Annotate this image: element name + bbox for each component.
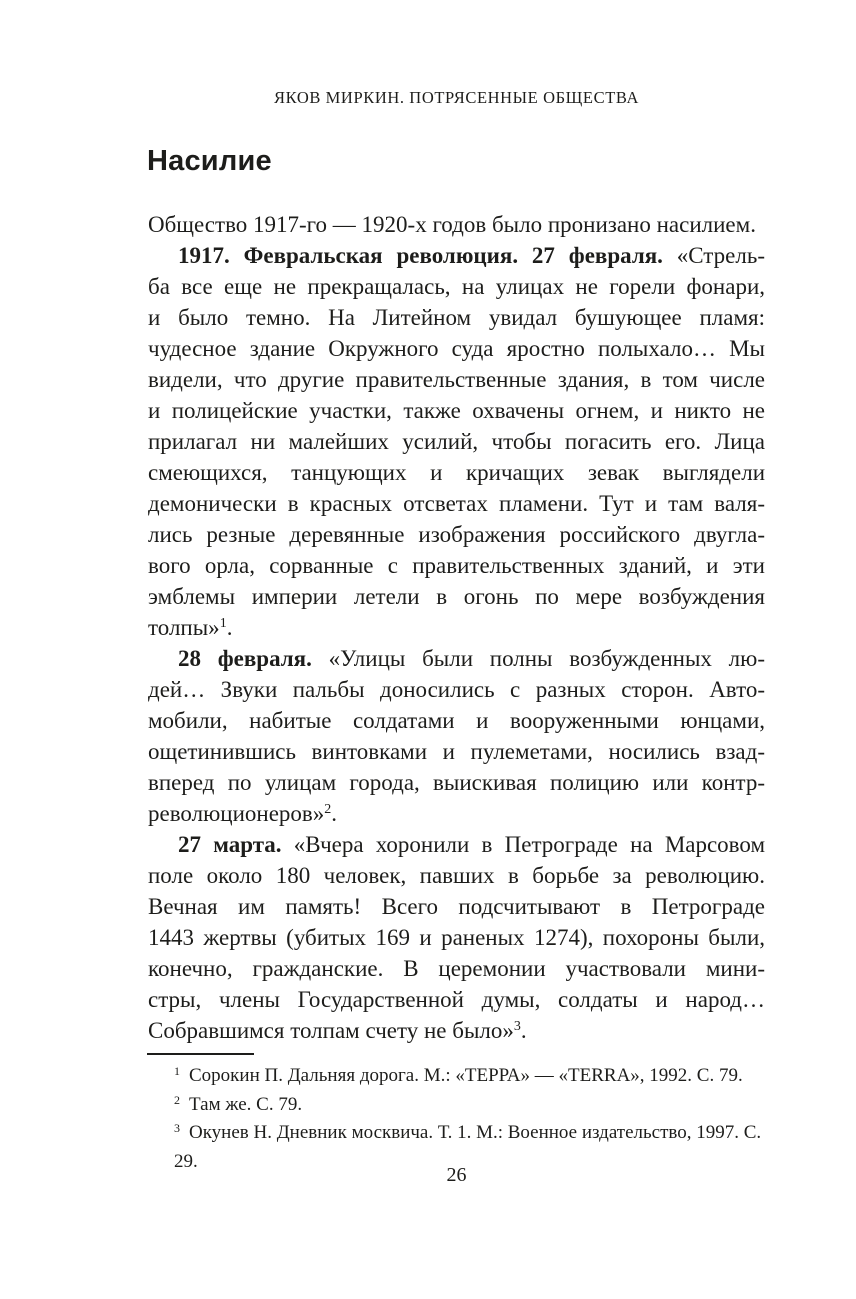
footnote-reference: 3 xyxy=(513,1019,521,1034)
text-line xyxy=(148,302,765,333)
text-run: и полицейские участки, также охвачены огнем, и никто не xyxy=(148,398,765,423)
footnote-number: 2 xyxy=(174,1092,180,1107)
text-line xyxy=(148,705,765,736)
text-line xyxy=(148,240,765,271)
text-run: . xyxy=(226,615,233,640)
text-run: . xyxy=(520,1018,527,1043)
page-number: 26 xyxy=(446,1164,467,1186)
text-run: дей… Звуки пальбы доносились с разных сторон. Авто- xyxy=(148,677,765,702)
paragraph xyxy=(148,240,765,643)
text-run: и было темно. На Литейном увидал бушующее пламя: xyxy=(148,305,765,330)
text-run: Общество 1917-го — 1920-х годов было пронизано насилием. xyxy=(148,212,756,237)
text-line xyxy=(148,519,765,550)
text-line xyxy=(148,271,765,302)
text-run: ощетинившись винтовками и пулеметами, носились взад- xyxy=(148,739,765,764)
date-lead-in: 27 марта. xyxy=(178,832,282,857)
text-line xyxy=(148,643,765,674)
text-run: лись резные деревянные изображения российского двугла- xyxy=(148,522,765,547)
text-line xyxy=(148,612,765,643)
text-run: чудесное здание Окружного суда яростно полыхало… Мы xyxy=(148,336,765,361)
text-line xyxy=(148,488,765,519)
footnote-item xyxy=(148,1062,773,1091)
text-run: смеющихся, танцующих и кричащих зевак выглядели xyxy=(148,460,765,485)
text-run: ба все еще не прекращалась, на улицах не горели фонари, xyxy=(148,274,765,299)
text-line xyxy=(148,209,765,240)
text-run: революционеров» xyxy=(148,801,325,826)
text-run: Вечная им память! Всего подсчитывают в Петрограде xyxy=(148,894,765,919)
text-line xyxy=(148,426,765,457)
text-run: конечно, гражданские. В церемонии участвовали мини- xyxy=(148,956,765,981)
text-run: 1443 жертвы (убитых 169 и раненых 1274), похороны были, xyxy=(148,925,765,950)
footnote-number: 3 xyxy=(174,1121,180,1135)
text-run: видели, что другие правительственные здания, в том числе xyxy=(148,367,765,392)
text-line xyxy=(148,860,765,891)
text-run: мобили, набитые солдатами и вооруженными юнцами, xyxy=(148,708,765,733)
text-line xyxy=(148,395,765,426)
text-run: «Улицы были полны возбужденных лю- xyxy=(311,646,765,671)
footnote-reference: 1 xyxy=(219,616,227,631)
text-line xyxy=(148,550,765,581)
footnote-text: Сорокин П. Дальняя дорога. М.: «ТЕРРА» — «TERRA», 1992. С. 79. xyxy=(189,1065,743,1086)
text-run: вперед по улицам города, выискивая полицию или контр- xyxy=(148,770,765,795)
text-run: эмблемы империи летели в огонь по мере возбуждения xyxy=(148,584,765,609)
text-run: «Стрель- xyxy=(662,243,765,268)
chapter-title: Насилие xyxy=(147,145,272,177)
text-line xyxy=(148,581,765,612)
footnotes xyxy=(148,1062,773,1176)
text-run: вого орла, сорванные с правительственных зданий, и эти xyxy=(148,553,765,578)
paragraph xyxy=(148,643,765,829)
footnote-item xyxy=(148,1091,773,1120)
text-line xyxy=(148,798,765,829)
text-run: демонически в красных отсветах пламени. Тут и там валя- xyxy=(148,491,765,516)
paragraph xyxy=(148,829,765,1046)
text-line xyxy=(148,1015,765,1046)
text-line xyxy=(148,891,765,922)
text-run: . xyxy=(331,801,338,826)
text-line xyxy=(148,953,765,984)
text-run: толпы» xyxy=(148,615,220,640)
text-run: поле около 180 человек, павших в борьбе за революцию. xyxy=(148,863,765,888)
footnote-divider xyxy=(147,1053,254,1055)
text-run: стры, члены Государственной думы, солдаты и народ… xyxy=(148,987,765,1012)
footnote-text: Окунев Н. Дневник москвича. Т. 1. М.: Военное издательство, 1997. С. 29. xyxy=(174,1122,762,1172)
footnote-number: 1 xyxy=(174,1064,180,1078)
body-text xyxy=(148,209,765,1046)
footnote-text: Там же. С. 79. xyxy=(189,1093,303,1115)
text-line xyxy=(148,364,765,395)
text-run: Собравшимся толпам счету не было» xyxy=(148,1018,514,1043)
text-line xyxy=(148,736,765,767)
text-line xyxy=(148,674,765,705)
running-head: ЯКОВ МИРКИН. ПОТРЯСЕННЫЕ ОБЩЕСТВА xyxy=(274,88,639,107)
text-line xyxy=(148,829,765,860)
text-run: прилагал ни малейших усилий, чтобы погасить его. Лица xyxy=(148,429,765,454)
text-line xyxy=(148,767,765,798)
date-lead-in: 1917. Февральская революция. 27 февраля. xyxy=(178,243,663,268)
text-line xyxy=(148,457,765,488)
text-line xyxy=(148,984,765,1015)
text-line xyxy=(148,333,765,364)
footnote-reference: 2 xyxy=(324,802,332,817)
text-run: «Вчера хоронили в Петрограде на Марсовом xyxy=(281,832,766,857)
date-lead-in: 28 февраля. xyxy=(178,646,312,671)
paragraph xyxy=(148,209,765,240)
text-line xyxy=(148,922,765,953)
